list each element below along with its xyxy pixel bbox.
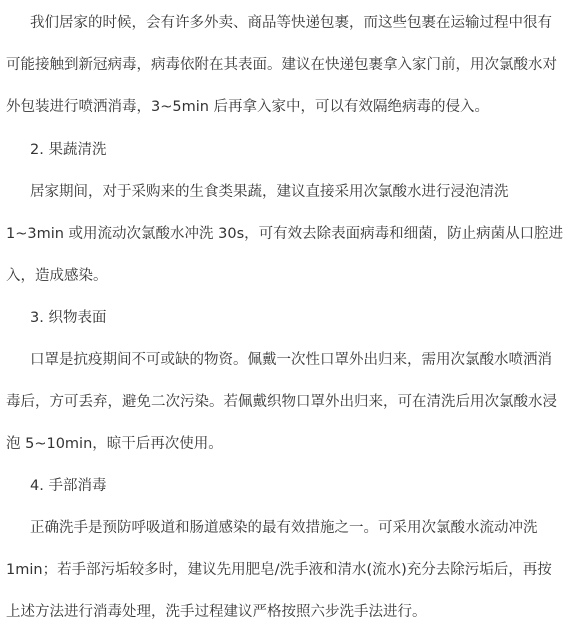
paragraph-line: 毒后，方可丢弃，避免二次污染。若佩戴织物口罩外出归来，可在清洗后用次氯酸水浸 bbox=[6, 394, 557, 410]
paragraph-line: 可能接触到新冠病毒，病毒依附在其表面。建议在快递包裹拿入家门前，用次氯酸水对 bbox=[6, 57, 557, 73]
paragraph-line: 上述方法进行消毒处理，洗手过程建议严格按照六步洗手法进行。 bbox=[6, 604, 427, 620]
paragraph-line: 入，造成感染。 bbox=[6, 268, 108, 284]
paragraph-line: 泡 5~10min，晾干后再次使用。 bbox=[6, 436, 223, 452]
paragraph-line: 1~3min 或用流动次氯酸水冲洗 30s，可有效去除表面病毒和细菌，防止病菌从口腔进 bbox=[6, 226, 564, 242]
paragraph-line: 居家期间，对于采购来的生食类果蔬，建议直接采用次氯酸水进行浸泡清洗 bbox=[30, 184, 509, 200]
paragraph-line: 正确洗手是预防呼吸道和肠道感染的最有效措施之一。可采用次氯酸水流动冲洗 bbox=[30, 520, 538, 536]
section-heading: 3. 织物表面 bbox=[30, 310, 107, 326]
paragraph-line: 1min；若手部污垢较多时，建议先用肥皂/洗手液和清水(流水)充分去除污垢后，再按 bbox=[6, 562, 552, 578]
paragraph-line: 外包装进行喷洒消毒，3~5min 后再拿入家中，可以有效隔绝病毒的侵入。 bbox=[6, 99, 490, 115]
paragraph-line: 口罩是抗疫期间不可或缺的物资。佩戴一次性口罩外出归来，需用次氯酸水喷洒消 bbox=[30, 352, 552, 368]
paragraph-line: 我们居家的时候，会有许多外卖、商品等快递包裹，而这些包裹在运输过程中很有 bbox=[30, 15, 552, 31]
section-heading: 2. 果蔬清洗 bbox=[30, 142, 107, 158]
section-heading: 4. 手部消毒 bbox=[30, 478, 107, 494]
